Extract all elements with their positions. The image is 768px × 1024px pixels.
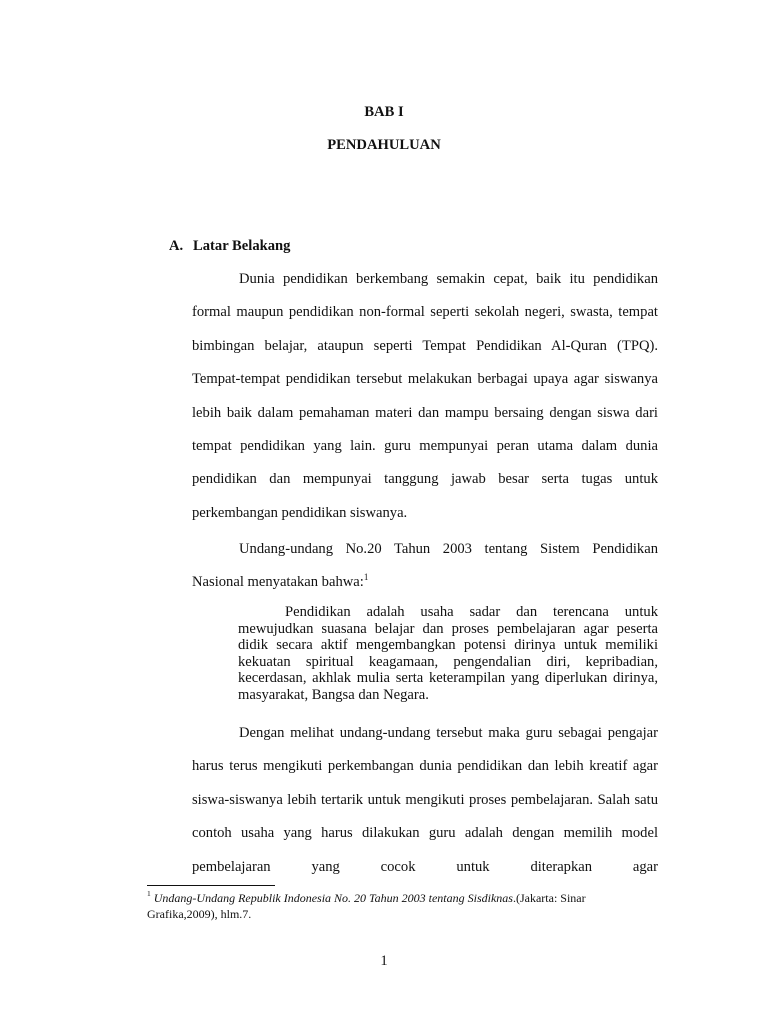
- chapter-heading: BAB I: [364, 104, 404, 120]
- paragraph-3: [192, 717, 658, 884]
- footnote-number: 1: [147, 889, 151, 898]
- page-number: 1: [380, 953, 388, 969]
- section-heading: [169, 238, 290, 255]
- footnote-separator: [147, 885, 275, 886]
- paragraph-1-text: Dunia pendidikan berkembang semakin cepat, baik itu pendidikan formal maupun pendidikan non-formal seperti sekolah negeri, swasta, tempat bimbingan belajar, ataupun seperti Tempat Pendidikan Al-Quran (TPQ). Tempat-tempat pendidikan tersebut melakukan berbagai upaya agar siswanya lebih baik dalam pemahaman materi dan mampu bersaing dengan siswa dari tempat pendidikan yang lain. guru mempunyai peran utama dalam dunia pendidikan dan mempunyai tanggung jawab besar serta tugas untuk perkembangan pendidikan siswanya.: [192, 271, 658, 521]
- footnote-reference[interactable]: 1: [363, 571, 369, 582]
- chapter-title: PENDAHULUAN: [327, 137, 441, 153]
- section-title: Latar Belakang: [193, 238, 291, 254]
- footnote-source: .(Jakarta: Sinar Grafika,2009), hlm.7.: [147, 891, 586, 921]
- paragraph-3-text: Dengan melihat undang-undang tersebut maka guru sebagai pengajar harus terus mengikuti perkembangan dunia pendidikan dan lebih kreatif agar siswa-siswanya lebih tertarik untuk mengikuti proses pembelajaran. Salah satu contoh usaha yang harus dilakukan guru adalah dengan memilih model pembelajaran yang cocok untuk diterapkan agar: [192, 725, 658, 875]
- paragraph-2: [192, 533, 658, 600]
- block-quote: [238, 604, 658, 704]
- footnote: [147, 890, 627, 922]
- paragraph-2-body: Undang-undang No.20 Tahun 2003 tentang Sistem Pendidikan Nasional menyatakan bahwa:: [192, 541, 658, 591]
- footnote-title: Undang-Undang Republik Indonesia No. 20 Tahun 2003 tentang Sisdiknas: [153, 891, 513, 905]
- block-quote-text: Pendidikan adalah usaha sadar dan terencana untuk mewujudkan suasana belajar dan proses pembelajaran agar peserta didik secara aktif mengembangkan potensi dirinya untuk memiliki kekuatan spiritual keagamaan, pengendalian diri, kepribadian, kecerdasan, akhlak mulia serta keterampilan yang diperlukan dirinya, masyarakat, Bangsa dan Negara.: [238, 604, 658, 703]
- paragraph-2-text: [192, 533, 658, 600]
- paragraph-1: [192, 263, 658, 530]
- section-letter: A.: [169, 238, 184, 254]
